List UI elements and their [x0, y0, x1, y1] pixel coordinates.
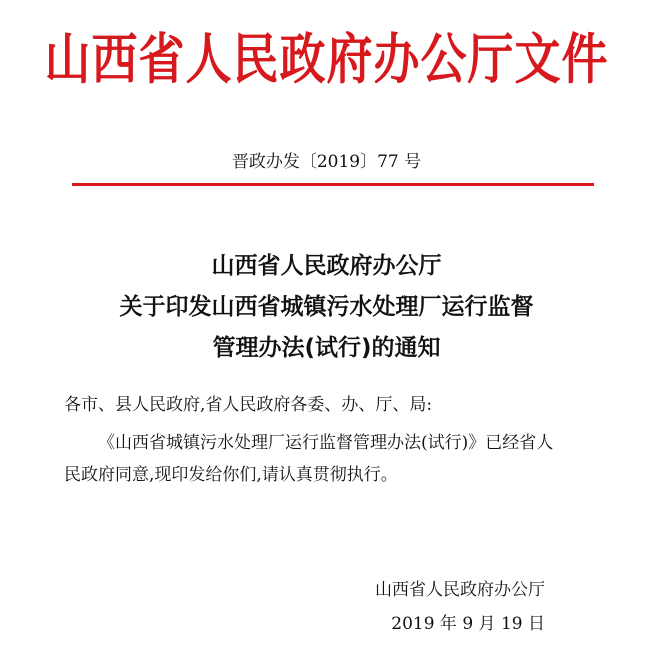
- red-divider-line: [72, 183, 594, 186]
- notice-title-line-1: 山西省人民政府办公厅: [211, 253, 442, 279]
- notice-title: [0, 246, 653, 369]
- document-header-title: 山西省人民政府办公厅文件: [44, 27, 609, 91]
- notice-title-line-2: 关于印发山西省城镇污水处理厂运行监督: [119, 294, 534, 320]
- body-paragraph: [64, 427, 624, 491]
- body-line-1: 《山西省城镇污水处理厂运行监督管理办法(试行)》已经省人: [98, 433, 554, 453]
- issuer-signature: 山西省人民政府办公厅: [375, 580, 545, 600]
- body-line-2: 民政府同意,现印发给你们,请认真贯彻执行。: [64, 465, 398, 485]
- document-number: 晋政办发〔2019〕77 号: [231, 152, 422, 172]
- issue-date: 2019 年 9 月 19 日: [391, 614, 545, 634]
- notice-title-line-3: 管理办法(试行)的通知: [212, 335, 441, 361]
- salutation: 各市、县人民政府,省人民政府各委、办、厅、局:: [64, 395, 433, 415]
